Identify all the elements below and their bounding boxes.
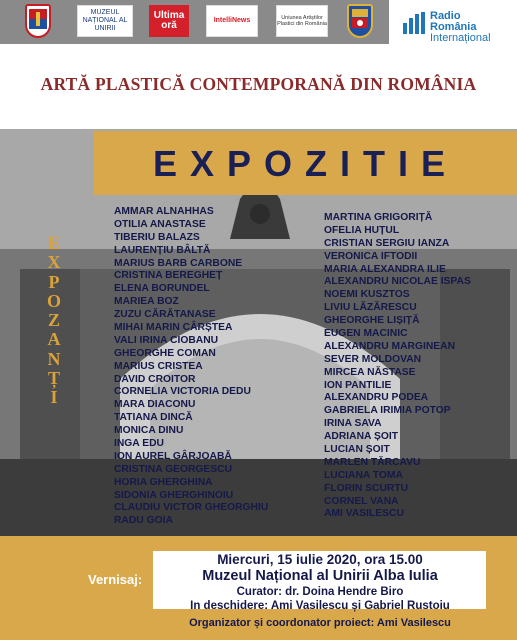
artist-name: RADU GOIA (114, 515, 173, 527)
artist-name: AMI VASILESCU (324, 508, 404, 520)
artist-name: ALEXANDRU MARGINEAN (324, 340, 455, 352)
radio-line-3: Internațional (430, 32, 491, 44)
side-letter: P (48, 271, 60, 292)
artist-name: CRISTIAN SERGIU IANZA (324, 237, 450, 249)
artist-name: CORNEL VANA (324, 495, 399, 507)
artist-name: LIVIU LĂZĂRESCU (324, 302, 417, 314)
artist-name: VERONICA IFTODII (324, 250, 418, 262)
side-letter: O (46, 290, 61, 311)
artist-name: LAURENȚIU BÂLTĂ (114, 244, 211, 256)
artist-name: IRINA SAVA (324, 418, 382, 430)
artist-name: HORIA GHERGHINA (114, 476, 213, 488)
vernisaj-date: Miercuri, 15 iulie 2020, ora 15.00 (217, 552, 423, 567)
expozanti-vertical-word (44, 234, 64, 408)
opening-line: In deschidere: Ami Vasilescu și Gabriel Rustoiu (190, 600, 450, 612)
ultima-ora-logo (149, 5, 189, 37)
artist-name: TATIANA DINCĂ (114, 412, 193, 424)
side-letter: Z (47, 310, 60, 331)
artist-name: TIBERIU BALAZS (114, 231, 200, 243)
side-letter: I (50, 387, 58, 408)
museum-logo-label: MUZEUL NAȚIONAL AL UNIRII (82, 9, 128, 32)
artist-name: DAVID CROITOR (114, 373, 196, 385)
artist-name: EUGEN MACINIC (324, 328, 408, 340)
artist-name: LUCIAN ȘOIT (324, 444, 390, 456)
radio-line-2: România (430, 21, 477, 33)
artist-name: CORNELIA VICTORIA DEDU (114, 386, 251, 398)
artist-name: INGA EDU (114, 438, 164, 450)
curator-line: Curator: dr. Doina Hendre Biro (236, 586, 404, 598)
artists-union-label: Uniunea Artiștilor Plastici din România (277, 15, 327, 27)
artist-name: ALEXANDRU NICOLAE ISPAS (324, 276, 471, 288)
artist-name: ION AUREL GÂRJOABĂ (114, 450, 232, 462)
artist-name: ION PANTILIE (324, 379, 392, 391)
artist-name: GHEORGHE COMAN (114, 347, 216, 359)
ultima-ora-label: Ultima oră (153, 10, 185, 31)
artist-name: MARIA ALEXANDRA ILIE (324, 263, 446, 275)
radio-romania-international-logo (403, 8, 513, 44)
intellinews-label: IntelliNews (213, 17, 251, 24)
artist-name: GABRIELA IRIMIA POTOP (324, 405, 451, 417)
artist-name: CRISTINA BEREGHEȚ (114, 270, 223, 282)
artist-name: CRISTINA GEORGESCU (114, 463, 233, 475)
museum-logo (77, 5, 133, 37)
intellinews-logo (206, 5, 258, 37)
artist-name: AMMAR ALNAHHAS (114, 206, 214, 217)
artist-name: MONICA DINU (114, 425, 184, 437)
artist-name: CLAUDIU VICTOR GHEORGHIU (114, 502, 269, 514)
artist-name: MIRCEA NĂSTASE (324, 366, 416, 378)
artists-union-logo (276, 5, 328, 37)
side-letter: A (47, 329, 61, 350)
banner-title: EXPOZITIE (152, 143, 459, 184)
vernisaj-label: Vernisaj: (88, 572, 143, 587)
artist-name: MIHAI MARIN CÂRȘTEA (114, 322, 233, 334)
artist-name: ZUZU CĂRĂTANASE (114, 309, 216, 321)
artist-name: ADRIANA ȘOIT (324, 431, 398, 443)
artist-name: MARA DIACONU (114, 399, 196, 411)
alba-county-crest-icon (25, 4, 51, 38)
organizer-line: Organizator și coordonator proiect: Ami Vasilescu (189, 617, 451, 629)
radio-line-1: Radio (430, 10, 461, 22)
artist-name: NOEMI KUSZTOS (324, 289, 410, 301)
radio-wordmark (430, 11, 491, 44)
alba-iulia-crest-icon (347, 4, 373, 38)
radio-waves-icon (403, 12, 425, 34)
side-letter: N (47, 348, 61, 369)
artists-list-right (324, 212, 471, 521)
side-letter: E (47, 233, 60, 253)
side-letter: X (47, 252, 61, 273)
exhibition-heading: ARTĂ PLASTICĂ CONTEMPORANĂ DIN ROMÂNIA (40, 74, 477, 94)
artist-name: SIDONIA GHERGHINOIU (114, 489, 234, 501)
artist-name: MARLEN TĂRCAVU (324, 456, 421, 468)
artists-list-left (114, 206, 268, 528)
artist-name: MARIUS CRISTEA (114, 360, 203, 372)
expozitie-banner (94, 131, 517, 195)
vernisaj-venue: Muzeul Național al Unirii Alba Iulia (202, 568, 438, 584)
artist-name: FLORIN SCURTU (324, 482, 409, 494)
artist-name: OFELIA HUȚUL (324, 224, 400, 236)
side-letter: Ț (47, 368, 60, 389)
artist-name: LUCIANA TOMA (324, 469, 403, 481)
artist-name: VALI IRINA CIOBANU (114, 334, 219, 346)
artist-name: OTILIA ANASTASE (114, 218, 206, 230)
artist-name: MARTINA GRIGORIȚĂ (324, 212, 433, 223)
artist-name: GHEORGHE LIȘIȚĂ (324, 315, 420, 327)
artist-name: MARIUS BARB CARBONE (114, 257, 243, 269)
artist-name: MARIEA BOZ (114, 296, 179, 308)
partner-logo-strip (0, 0, 389, 44)
artist-name: SEVER MOLDOVAN (324, 353, 422, 365)
artist-name: ELENA BORUNDEL (114, 283, 210, 295)
artist-name: ALEXANDRU PODEA (324, 392, 429, 404)
